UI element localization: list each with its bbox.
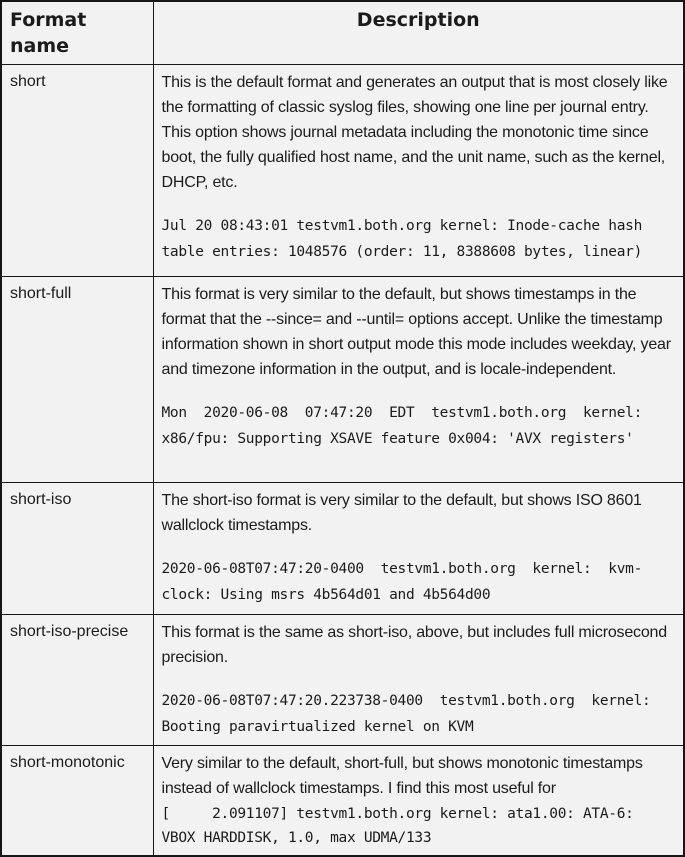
format-name-column-header: Format name xyxy=(1,1,153,65)
description-text: This format is the same as short-iso, above, but includes full microsecond precision. xyxy=(161,624,667,666)
description-text: This format is very similar to the default, but shows timestamps in the format that the --since= and --until= options accept. Unlike the timestamp information shown in short output mode this mode includes weekday, year and timezone information in the output, and is locale-independent. xyxy=(161,286,671,378)
table-row xyxy=(1,277,684,483)
description-cell xyxy=(153,277,684,483)
example-log-output: Mon 2020-06-08 07:47:20 EDT testvm1.both.org kernel: x86/fpu: Supporting XSAVE feature 0x004: 'AVX registers' xyxy=(161,405,642,447)
example-log-output: 2020-06-08T07:47:20.223738-0400 testvm1.both.org kernel: Booting paravirtualized kernel on KVM xyxy=(161,693,651,735)
description-cell xyxy=(153,483,684,615)
format-name-cell: short-full xyxy=(1,277,153,483)
table-row xyxy=(1,483,684,615)
description-text: This is the default format and generates an output that is most closely like the formatting of classic syslog files, showing one line per journal entry. This option shows journal metadata including the monotonic time since boot, the fully qualified host name, and the unit name, such as the kernel, DHCP, etc. xyxy=(161,74,668,191)
table-row xyxy=(1,746,684,857)
description-cell xyxy=(153,746,684,857)
format-name-cell: short-monotonic xyxy=(1,746,153,857)
example-log-output: 2020-06-08T07:47:20-0400 testvm1.both.org kernel: kvm- clock: Using msrs 4b564d01 and 4b564d00 xyxy=(161,561,642,603)
format-name-cell: short xyxy=(1,65,153,277)
table-row xyxy=(1,65,684,277)
table-header-row xyxy=(1,1,684,65)
description-cell xyxy=(153,615,684,746)
example-log-output: Jul 20 08:43:01 testvm1.both.org kernel: Inode-cache hash table entries: 1048576 (order: 11, 8388608 bytes, linear) xyxy=(161,218,642,260)
format-name-cell: short-iso-precise xyxy=(1,615,153,746)
example-log-output: [ 2.091107] testvm1.both.org kernel: ata1.00: ATA-6: VBOX HARDDISK, 1.0, max UDMA/133 xyxy=(161,806,634,846)
description-text: The short-iso format is very similar to the default, but shows ISO 8601 wallclock timestamps. xyxy=(161,492,642,534)
format-name-cell: short-iso xyxy=(1,483,153,615)
description-text: Very similar to the default, short-full, but shows monotonic timestamps instead of wallclock timestamps. I find this most useful for xyxy=(161,755,643,797)
table-row xyxy=(1,615,684,746)
description-cell xyxy=(153,65,684,277)
description-column-header: Description xyxy=(153,1,684,65)
